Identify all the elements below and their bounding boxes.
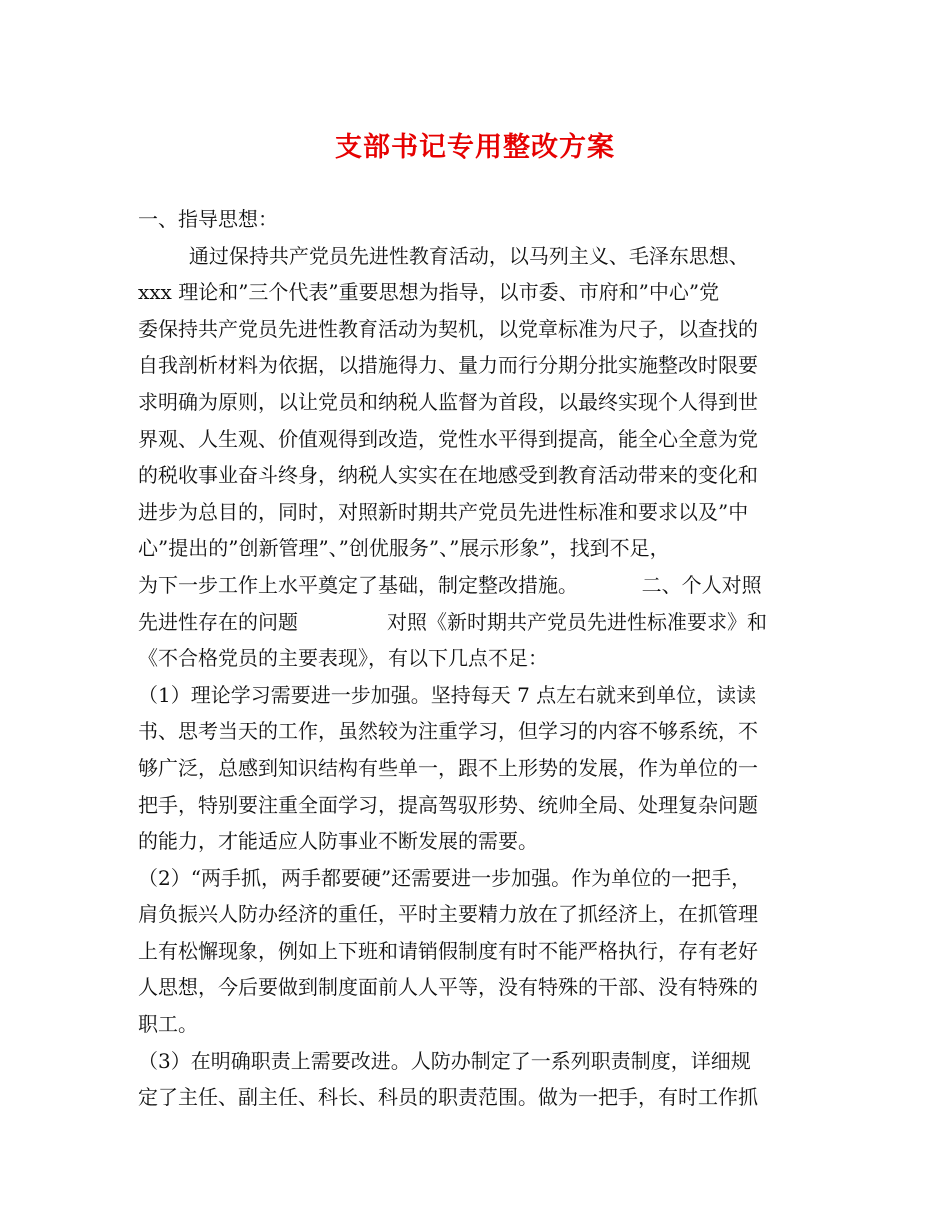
text-line: 的能力，才能适应人防事业不断发展的需要。 [138, 829, 538, 854]
text-line: （3）在明确职责上需要改进。人防办制定了一系列职责制度，详细规 [138, 1048, 751, 1073]
text-line: 上有松懈现象，例如上下班和请销假制度有时不能严格执行，存有老好 [138, 938, 758, 963]
text-line: 自我剖析材料为依据，以措施得力、量力而行分期分批实施整改时限要 [138, 353, 758, 378]
document-body [138, 201, 838, 1116]
text-line: 肩负振兴人防办经济的重任，平时主要精力放在了抓经济上，在抓管理 [138, 902, 758, 927]
text-line: 委保持共产党员先进性教育活动为契机，以党章标准为尺子，以查找的 [138, 316, 758, 341]
text-line: 把手，特别要注重全面学习，提高驾驭形势、统帅全局、处理复杂问题 [138, 792, 758, 817]
text-line: 够广泛，总感到知识结构有些单一，跟不上形势的发展，作为单位的一 [138, 755, 758, 780]
text-line: 进步为总目的，同时，对照新时期共产党员先进性标准和要求以及”中 [138, 499, 749, 524]
text-line: 人思想，今后要做到制度面前人人平等，没有特殊的干部、没有特殊的 [138, 975, 758, 1000]
text-line: xxx 理论和”三个代表”重要思想为指导，以市委、市府和”中心”党 [138, 280, 720, 305]
text-line: 职工。 [138, 1012, 198, 1037]
text-line: 先进性存在的问题 对照《新时期共产党员先进性标准要求》和 [138, 609, 768, 634]
text-line: （1）理论学习需要进一步加强。坚持每天 7 点左右就来到单位，读读 [138, 682, 757, 707]
text-line: 一、指导思想： [138, 207, 278, 231]
text-line: 界观、人生观、价值观得到改造，党性水平得到提高，能全心全意为党 [138, 426, 758, 451]
text-line: 书、思考当天的工作，虽然较为注重学习，但学习的内容不够系统，不 [138, 719, 758, 744]
text-line: 为下一步工作上水平奠定了基础，制定整改措施。 二、个人对照 [138, 572, 762, 597]
text-line: 通过保持共产党员先进性教育活动，以马列主义、毛泽东思想、 [138, 243, 749, 268]
text-line: 的税收事业奋斗终身，纳税人实实在在地感受到教育活动带来的变化和 [138, 463, 758, 488]
text-line: 定了主任、副主任、科长、科员的职责范围。做为一把手，有时工作抓 [138, 1085, 758, 1110]
text-line: （2）“两手抓，两手都要硬”还需要进一步加强。作为单位的一把手， [138, 865, 752, 890]
document-title: 支部书记专用整改方案 [335, 132, 615, 163]
text-line: 心”提出的”创新管理”、”创优服务”、”展示形象”，找到不足， [138, 536, 670, 561]
text-line: 求明确为原则，以让党员和纳税人监督为首段，以最终实现个人得到世 [138, 389, 758, 414]
text-line: 《不合格党员的主要表现》，有以下几点不足： [138, 646, 548, 671]
